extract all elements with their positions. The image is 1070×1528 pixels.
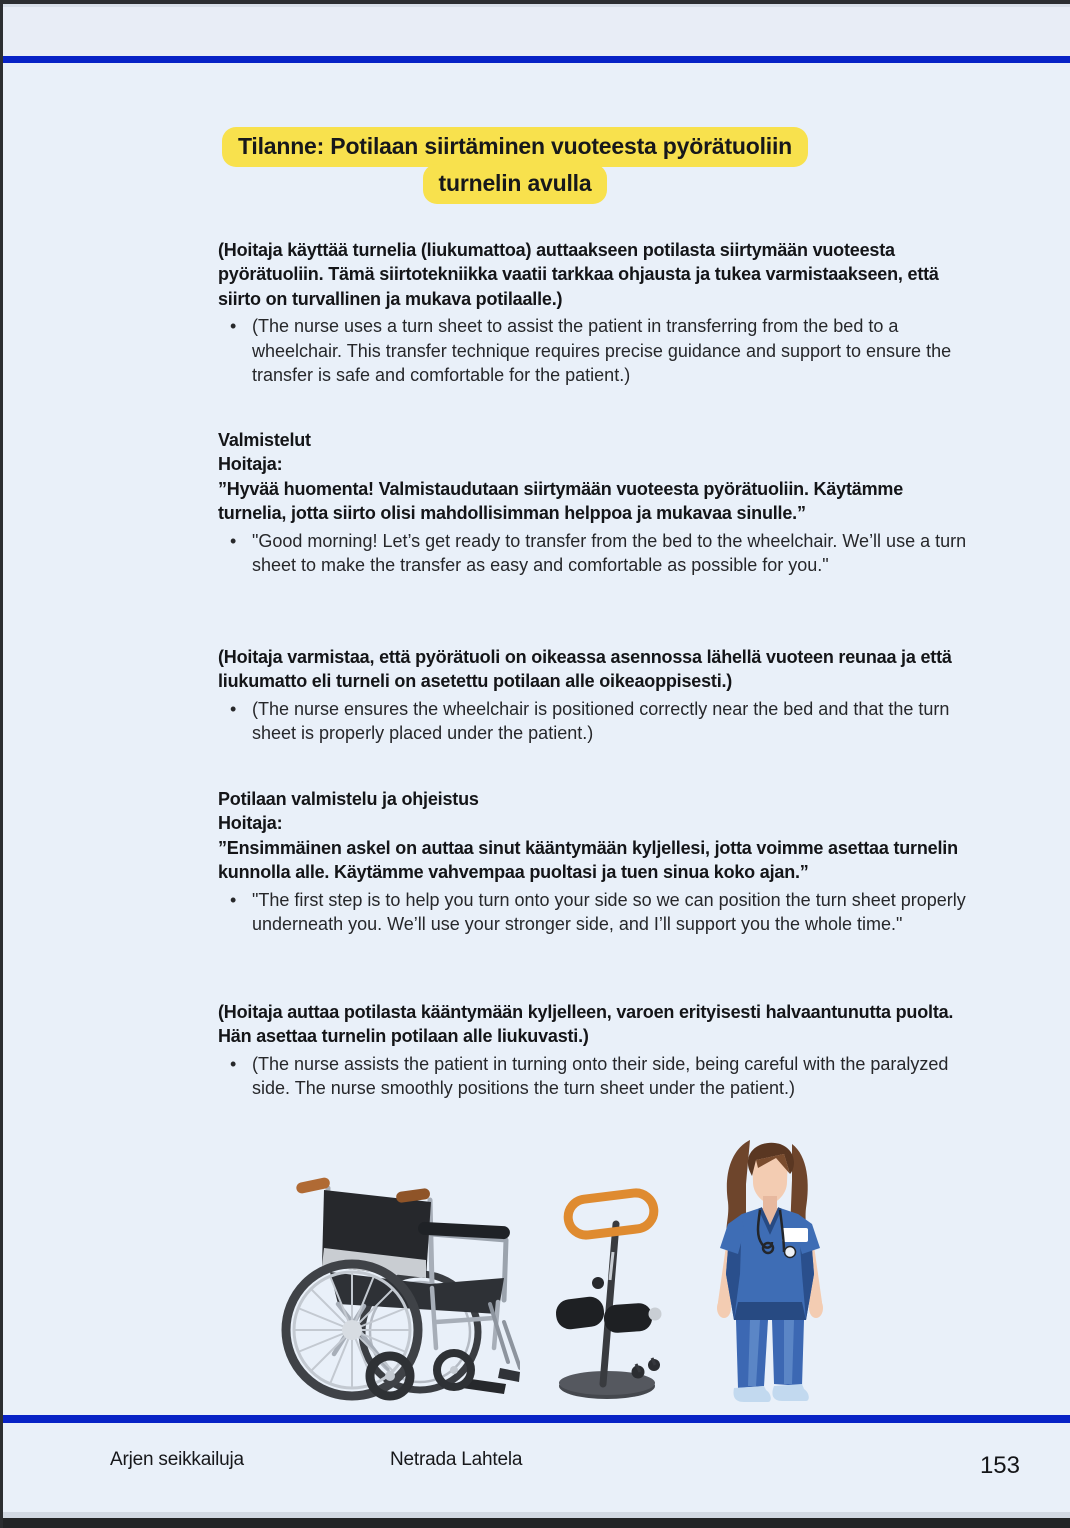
- bullet-icon: •: [230, 889, 237, 910]
- english-translation: "The first step is to help you turn onto your side so we can position the turn sheet properly underneath you. We’ll use your stronger side, and I’ll support you the whole time.": [252, 889, 966, 935]
- bullet-icon: •: [230, 316, 237, 337]
- page-top-margin: [3, 7, 1070, 56]
- translation-item: [218, 314, 970, 387]
- section-patient-guidance: [218, 787, 970, 937]
- wheelchair-image: [268, 1172, 520, 1404]
- section-turning: [218, 1000, 970, 1101]
- finnish-narration: (Hoitaja auttaa potilasta kääntymään kyljelleen, varoen erityisesti halvaantunutta puolta. Hän asettaa turnelin potilaan alle liukuvasti.): [218, 1002, 954, 1047]
- section-heading: Potilaan valmistelu ja ohjeistus: [218, 789, 479, 809]
- finnish-dialogue: ”Hyvää huomenta! Valmistaudutaan siirtymään vuoteesta pyörätuoliin. Käytämme turnelia, jotta siirto olisi mahdollisimman helppoa ja mukavaa sinulle.”: [218, 478, 904, 524]
- section-preparations: [218, 428, 970, 578]
- english-translation: (The nurse uses a turn sheet to assist the patient in transferring from the bed to a wheelchair. This transfer technique requires precise guidance and support to ensure the transfer is safe and comfortable for the patient.): [252, 316, 952, 386]
- section-positioning: [218, 645, 970, 746]
- translation-item: [218, 1052, 970, 1101]
- bottom-divider-rule: [3, 1415, 1070, 1423]
- finnish-dialogue: ”Ensimmäinen askel on auttaa sinut kääntymään kyljellesi, jotta voimme asettaa turnelin kunnolla alle. Käytämme vahvempaa puoltasi ja tuen sinua koko ajan.”: [218, 837, 958, 883]
- title-line-2: turnelin avulla: [423, 164, 608, 204]
- patient-turner-image: [552, 1188, 670, 1410]
- bullet-icon: •: [230, 698, 237, 719]
- english-translation: (The nurse assists the patient in turning onto their side, being careful with the paralyzed side. The nurse smoothly positions the turn sheet under the patient.): [252, 1053, 949, 1099]
- title-line-1: Tilanne: Potilaan siirtäminen vuoteesta pyörätuoliin: [222, 127, 808, 167]
- translation-item: [218, 888, 970, 937]
- section-intro: [218, 238, 970, 388]
- page-title: [160, 127, 870, 204]
- footer-author-name: Netrada Lahtela: [390, 1449, 523, 1470]
- english-translation: (The nurse ensures the wheelchair is positioned correctly near the bed and that the turn sheet is properly placed under the patient.): [252, 698, 950, 744]
- speaker-label: Hoitaja:: [218, 813, 283, 834]
- bullet-icon: •: [230, 530, 237, 551]
- page-top-border: [3, 4, 1070, 7]
- finnish-narration: (Hoitaja käyttää turnelia (liukumattoa) auttaakseen potilasta siirtymään vuoteesta pyörätuoliin. Tämä siirtotekniikka vaatii tarkkaa ohjausta ja tukea varmistaakseen, että siirto on turvallinen ja mukava potilaalle.): [218, 240, 939, 309]
- english-translation: "Good morning! Let’s get ready to transfer from the bed to the wheelchair. We’ll use a turn sheet to make the transfer as easy and comfortable as possible for you.": [252, 530, 967, 576]
- translation-item: [218, 697, 970, 746]
- top-divider-rule: [3, 56, 1070, 63]
- page-number: 153: [979, 1452, 1020, 1479]
- section-heading: Valmistelut: [218, 430, 311, 450]
- nurse-illustration: [680, 1124, 864, 1414]
- bullet-icon: •: [230, 1053, 237, 1074]
- viewport-edge-left: [0, 0, 3, 1528]
- footer-series-title: Arjen seikkailuja: [110, 1449, 244, 1470]
- translation-item: [218, 529, 970, 578]
- finnish-narration: (Hoitaja varmistaa, että pyörätuoli on oikeassa asennossa lähellä vuoteen reunaa ja että liukumatto eli turneli on asetettu potilaan alle oikeaoppisesti.): [218, 647, 952, 692]
- speaker-label: Hoitaja:: [218, 454, 283, 475]
- viewport-edge-bottom: [0, 1518, 1070, 1528]
